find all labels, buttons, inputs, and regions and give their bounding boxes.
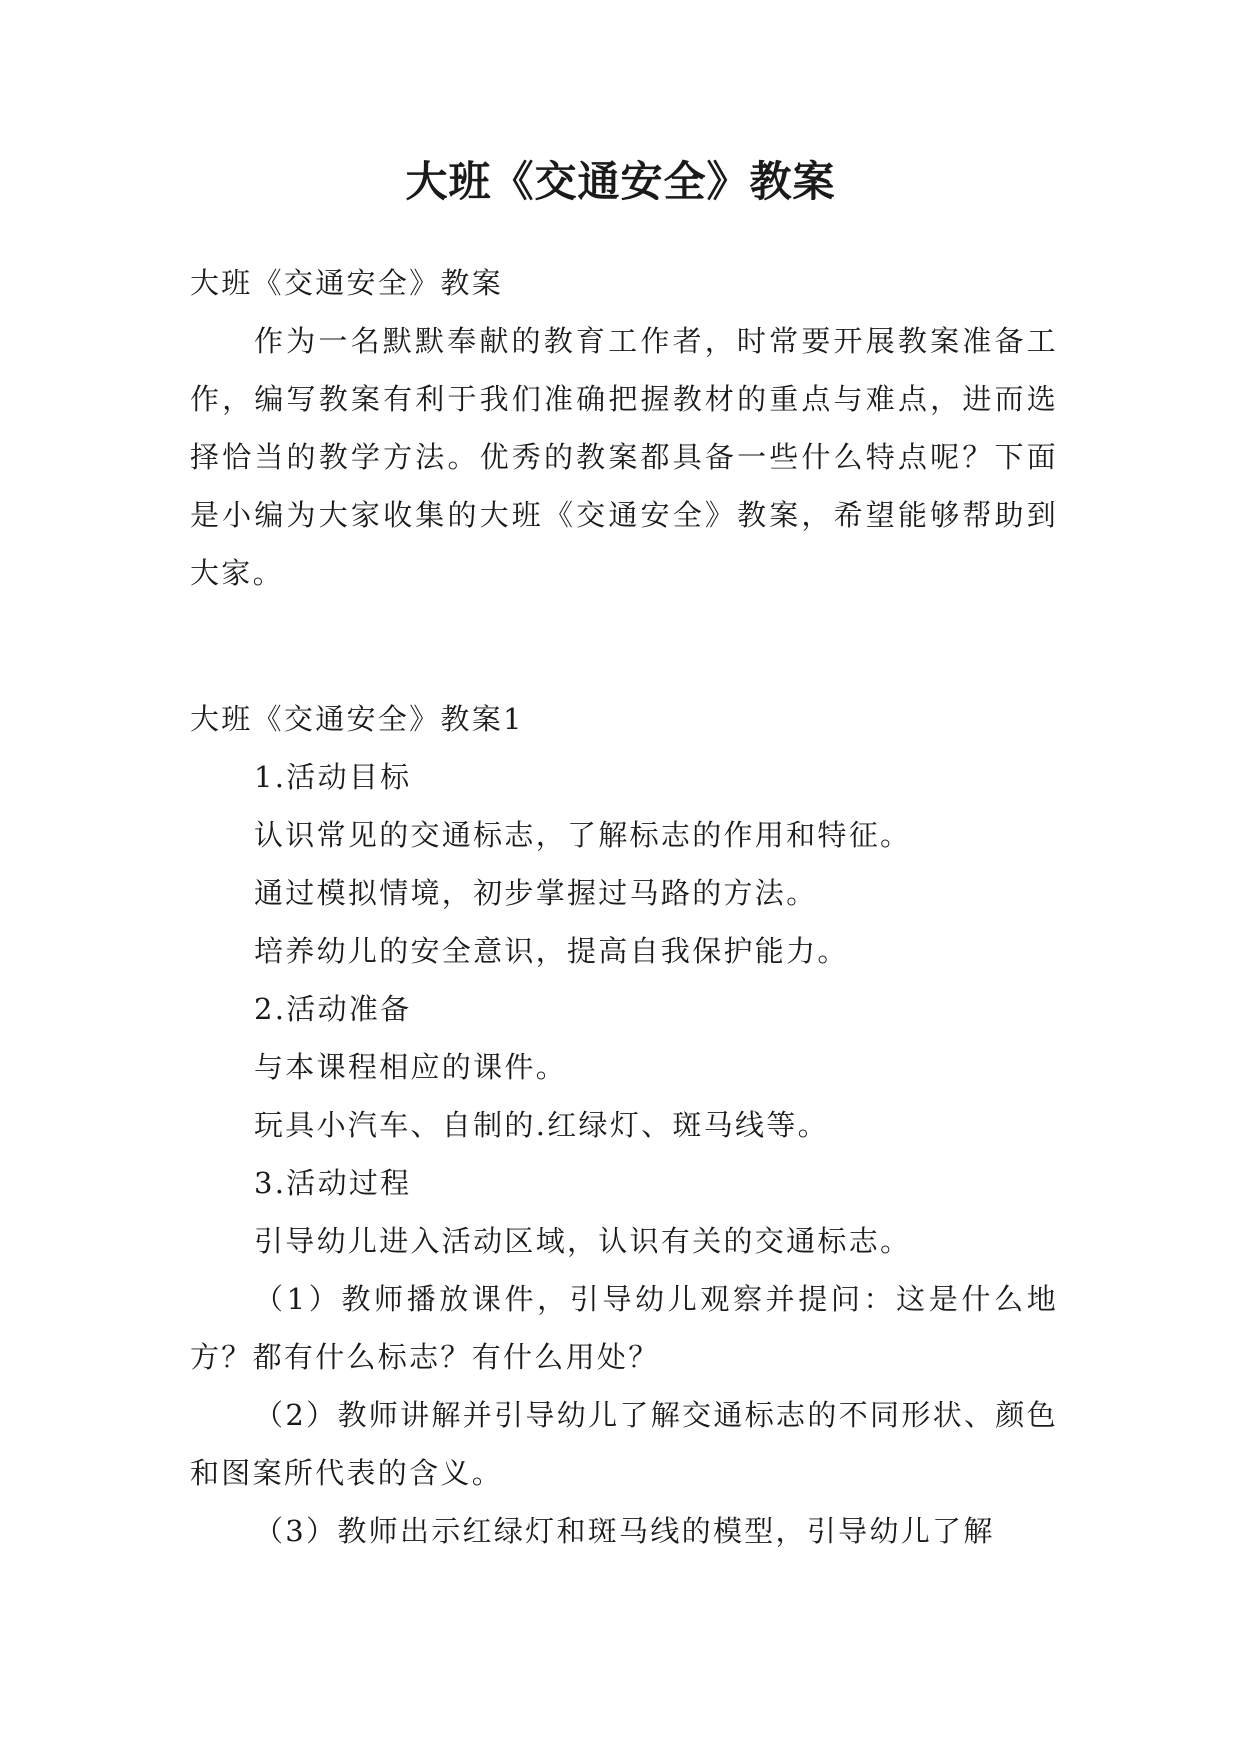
goal-heading: 1.活动目标 <box>254 760 412 794</box>
process-heading: 3.活动过程 <box>254 1166 412 1200</box>
process-intro: 引导幼儿进入活动区域，认识有关的交通标志。 <box>254 1224 912 1258</box>
document-title: 大班《交通安全》教案 <box>405 157 836 206</box>
goal-item-1: 认识常见的交通标志，了解标志的作用和特征。 <box>254 818 912 852</box>
process-step-3: （3）教师出示红绿灯和斑马线的模型，引导幼儿了解 <box>254 1514 995 1548</box>
process-step-2: （2）教师讲解并引导幼儿了解交通标志的不同形状、颜色和图案所代表的含义。 <box>190 1398 1058 1490</box>
process-step-1: （1）教师播放课件，引导幼儿观察并提问：这是什么地方？都有什么标志？有什么用处？ <box>190 1282 1058 1374</box>
intro-paragraph: 作为一名默默奉献的教育工作者，时常要开展教案准备工作，编写教案有利于我们准确把握教材的重点与难点，进而选择恰当的教学方法。优秀的教案都具备一些什么特点呢？下面是小编为大家收集的大班《交通安全》教案，希望能够帮助到大家。 <box>190 324 1058 590</box>
goal-item-3: 培养幼儿的安全意识，提高自我保护能力。 <box>254 934 849 968</box>
section-gap <box>190 602 1058 690</box>
intro-heading: 大班《交通安全》教案 <box>190 266 504 300</box>
prep-item-2: 玩具小汽车、自制的.红绿灯、斑马线等。 <box>254 1108 829 1142</box>
document-body <box>190 254 1058 1560</box>
prep-item-1: 与本课程相应的课件。 <box>254 1050 568 1084</box>
section-heading: 大班《交通安全》教案1 <box>190 702 524 736</box>
goal-item-2: 通过模拟情境，初步掌握过马路的方法。 <box>254 876 818 910</box>
prep-heading: 2.活动准备 <box>254 992 412 1026</box>
